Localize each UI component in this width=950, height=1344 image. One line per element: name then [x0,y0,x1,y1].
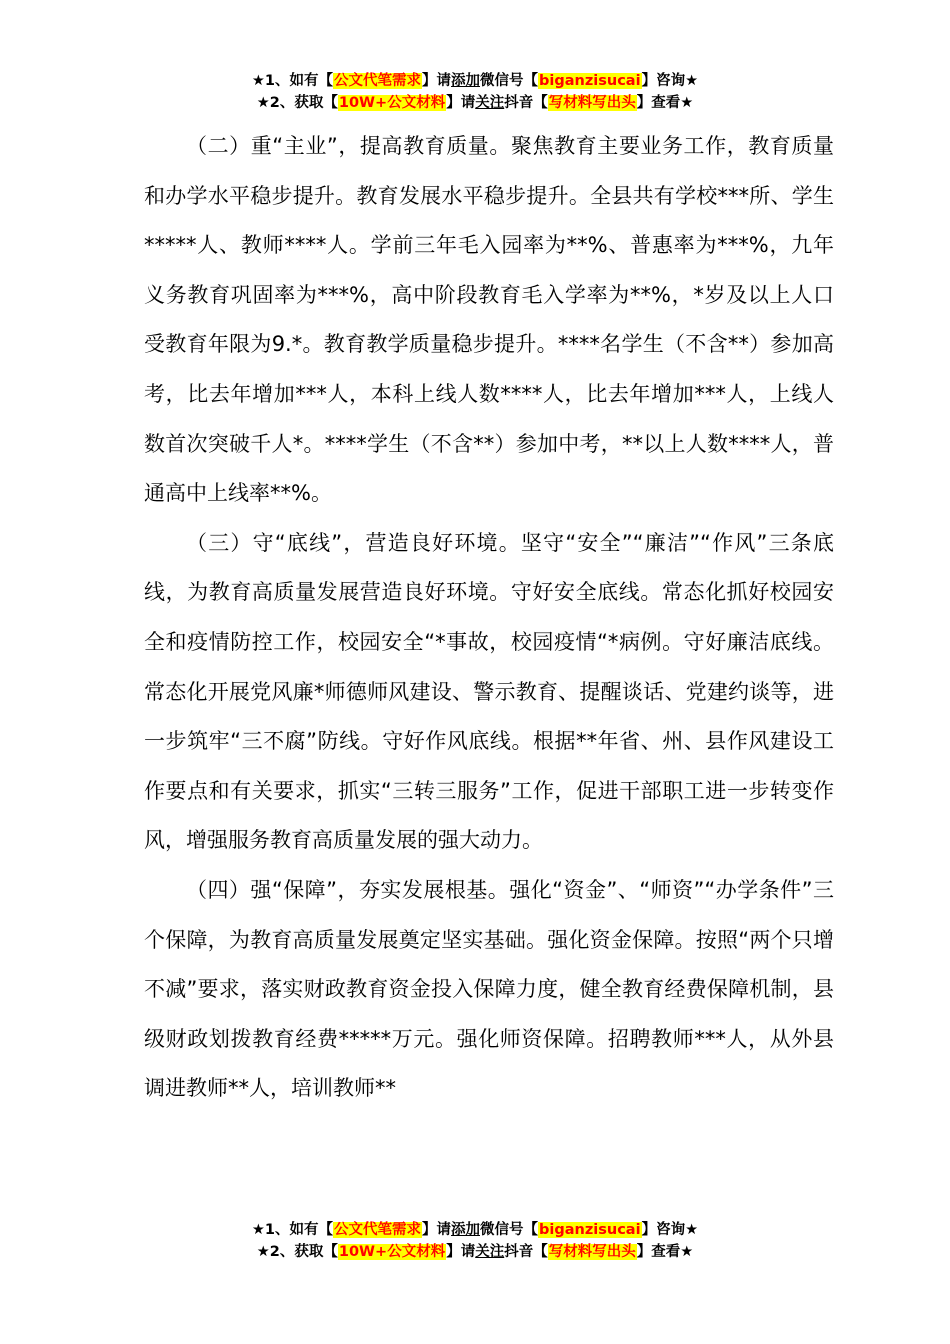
banner-line-1 [0,70,950,92]
banner-line-1 [0,1219,950,1241]
banner-text: 】请 [422,1222,452,1238]
banner-text: 】请 [446,95,476,111]
banner-highlight: 公文代笔需求 [334,1222,422,1238]
banner-text: 微信号【 [480,73,539,89]
banner-emphasis: 添加 [451,73,481,89]
paragraph: （二）重“主业”，提高教育质量。聚焦教育主要业务工作，教育质量和办学水平稳步提升。教育发展水平稳步提升。全县共有学校***所、学生*****人、教师****人。学前三年毛入园率为**%、普惠率为***%，九年义务教育巩固率为***%，高中阶段教育毛入学率为**%，*岁及以上人口受教育年限为9.*。教育教学质量稳步提升。****名学生（不含**）参加高考，比去年增加***人，本科上线人数****人，比去年增加***人，上线人数首次突破千人*。****学生（不含**）参加中考，**以上人数****人，普通高中上线率**%。 [144,134,834,506]
banner-text: ★2、获取【 [256,1244,338,1260]
banner-text: 】请 [422,73,452,89]
banner-text: 抖音【 [504,95,548,111]
banner-text: 】咨询★ [641,1222,699,1238]
banner-highlight: 写材料写出头 [548,95,636,111]
banner-text: 微信号【 [480,1222,539,1238]
banner-emphasis: 添加 [451,1222,481,1238]
banner-text: 】查看★ [636,1244,694,1260]
banner-highlight: 10W+公文材料 [338,1244,446,1260]
header-banner-top [0,70,950,114]
header-banner-bottom [0,1219,950,1263]
banner-highlight: biganzisucai [539,73,641,89]
banner-highlight: 写材料写出头 [548,1244,636,1260]
banner-line-2 [0,1241,950,1263]
paragraph: （四）强“保障”，夯实发展根基。强化“资金”、“师资”“办学条件”三个保障，为教育高质量发展奠定坚实基础。强化资金保障。按照“两个只增不减”要求，落实财政教育资金投入保障力度，健全教育经费保障机制，县级财政划拨教育经费*****万元。强化师资保障。招聘教师***人，从外县调进教师**人，培训教师** [144,877,834,1101]
banner-line-2 [0,92,950,114]
banner-text: 】查看★ [636,95,694,111]
banner-text: 】请 [446,1244,476,1260]
banner-highlight: 公文代笔需求 [334,73,422,89]
banner-highlight: biganzisucai [539,1222,641,1238]
banner-text: ★1、如有【 [251,1222,334,1238]
banner-emphasis: 关注 [475,95,505,111]
paragraph: （三）守“底线”，营造良好环境。坚守“安全”“廉洁”“作风”三条底线，为教育高质量发展营造良好环境。守好安全底线。常态化抓好校园安全和疫情防控工作，校园安全“*事故，校园疫情“*病例。守好廉洁底线。常态化开展党风廉*师德师风建设、警示教育、提醒谈话、党建约谈等，进一步筑牢“三不腐”防线。守好作风底线。根据**年省、州、县作风建设工作要点和有关要求，抓实“三转三服务”工作，促进干部职工进一步转变作风，增强服务教育高质量发展的强大动力。 [144,530,834,853]
document-body [144,122,834,1114]
banner-emphasis: 关注 [475,1244,505,1260]
banner-highlight: 10W+公文材料 [338,95,446,111]
banner-text: 】咨询★ [641,73,699,89]
banner-text: 抖音【 [504,1244,548,1260]
banner-text: ★1、如有【 [251,73,334,89]
banner-text: ★2、获取【 [256,95,338,111]
